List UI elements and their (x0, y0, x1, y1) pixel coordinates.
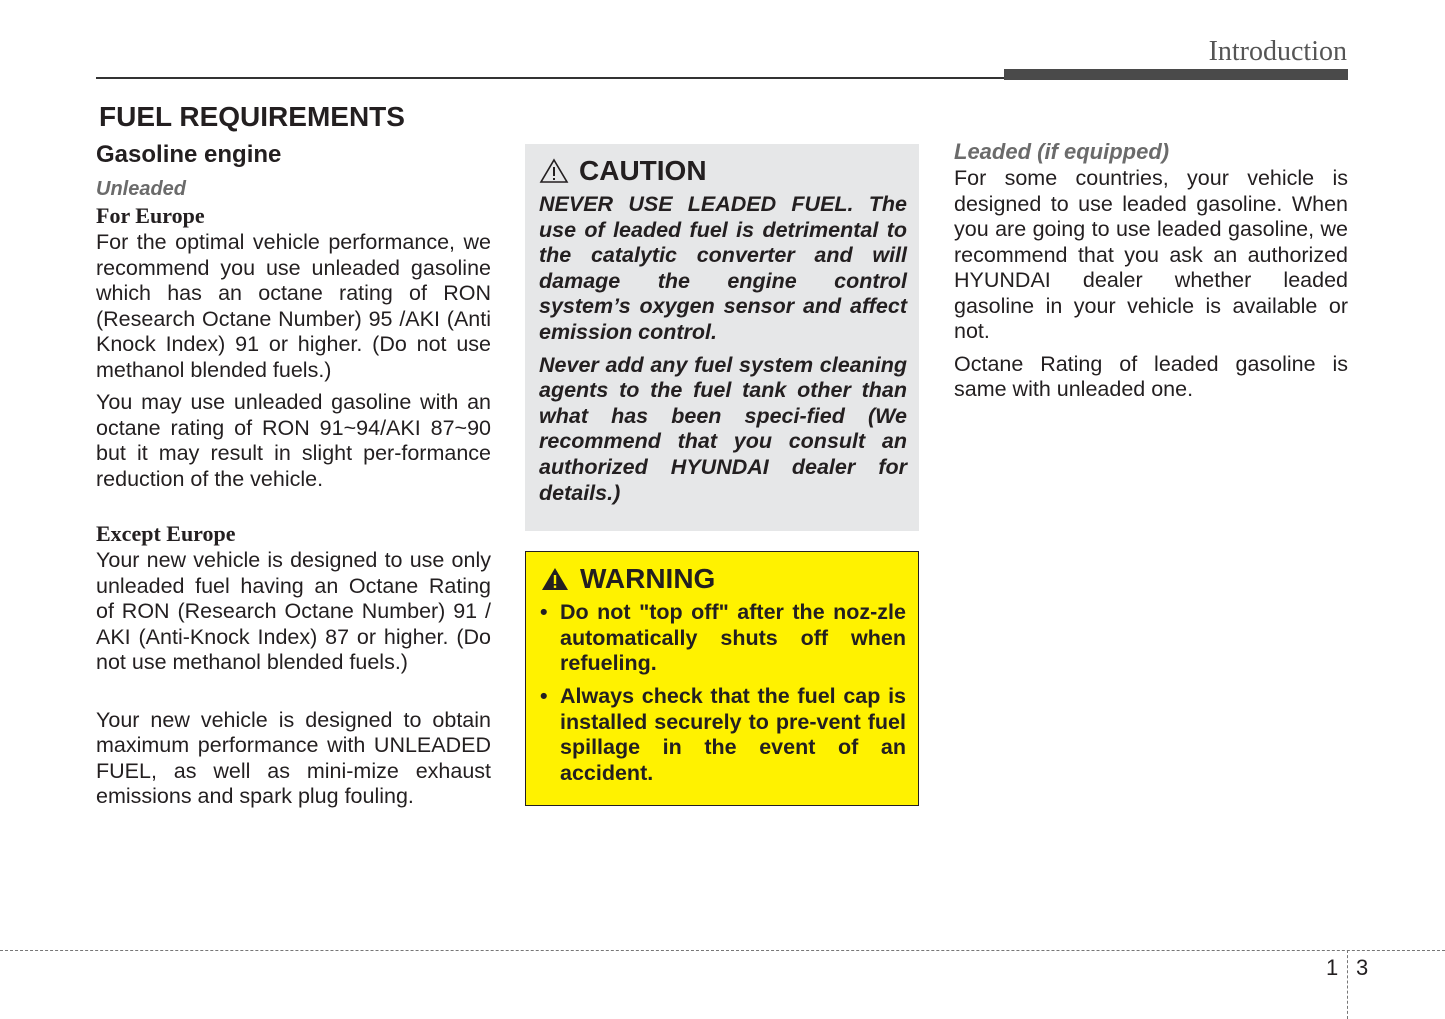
leaded-paragraph-2: Octane Rating of leaded gasoline is same with unleaded one. (954, 351, 1348, 401)
unleaded-heading: Unleaded (96, 178, 187, 200)
right-column (954, 96, 1348, 410)
europe-paragraph-1: For the optimal vehicle performance, we recommend you use unleaded gasoline which has an octane rating of RON (Research Octane Number) 95 /AKI (Anti Knock Index) 91 or higher. (Do not use methanol blended fuels.) (96, 230, 491, 382)
leaded-paragraph-1: For some countries, your vehicle is designed to use leaded gasoline. When you are going to use leaded gasoline, we recommend that you ask an authorized HYUNDAI dealer whether leaded gasoline in your vehicle is available or not. (954, 166, 1348, 343)
warning-header (540, 562, 906, 596)
warning-list (540, 600, 906, 786)
caution-box (525, 144, 919, 531)
left-column (96, 96, 491, 817)
middle-column (525, 96, 919, 806)
warning-item: • Always check that the fuel cap is installed securely to pre-vent fuel spillage in the event of an accident. (540, 684, 906, 786)
caution-header (539, 154, 907, 188)
caution-triangle-icon (539, 158, 569, 184)
except-europe-heading: Except Europe (96, 521, 236, 546)
warning-item: • Do not "top off" after the noz-zle automatically shuts off when refueling. (540, 600, 906, 677)
footer-dashed-rule (0, 950, 1445, 951)
header-bar (1004, 69, 1348, 80)
page-number: 3 (1356, 955, 1369, 980)
warning-title: WARNING (580, 563, 716, 595)
page-title: FUEL REQUIREMENTS (99, 101, 405, 132)
chapter-number: 1 (1326, 955, 1339, 980)
for-europe-heading: For Europe (96, 203, 205, 228)
footer-dashed-divider (1347, 950, 1348, 1019)
caution-title: CAUTION (579, 155, 707, 186)
caution-paragraph-2: Never add any fuel system cleaning agents to the fuel tank other than what has been speci-fied (We recommend that you consult an authorized HYUNDAI dealer for details.) (539, 352, 907, 505)
except-europe-paragraph-2: Your new vehicle is designed to obtain maximum performance with UNLEADED FUEL, as well as mini-mize exhaust emissions and spark plug fouling. (96, 707, 491, 808)
europe-paragraph-2: You may use unleaded gasoline with an octane rating of RON 91~94/AKI 87~90 but it may result in slight per-formance reduction of the vehicle. (96, 390, 491, 491)
gasoline-engine-heading: Gasoline engine (96, 141, 282, 168)
except-europe-paragraph-1: Your new vehicle is designed to use only unleaded fuel having an Octane Rating of RON (Research Octane Number) 91 / AKI (Anti-Knock Index) 87 or higher. (Do not use methanol blended fuels.) (96, 548, 491, 674)
caution-paragraph-1: NEVER USE LEADED FUEL. The use of leaded fuel is detrimental to the catalytic converter and will damage the engine control system’s oxygen sensor and affect emission control. (539, 192, 907, 344)
header-rule (96, 77, 1006, 79)
warning-triangle-icon (540, 566, 570, 592)
leaded-heading: Leaded (if equipped) (954, 139, 1170, 164)
section-title: Introduction (1208, 36, 1347, 67)
warning-box (525, 551, 919, 806)
